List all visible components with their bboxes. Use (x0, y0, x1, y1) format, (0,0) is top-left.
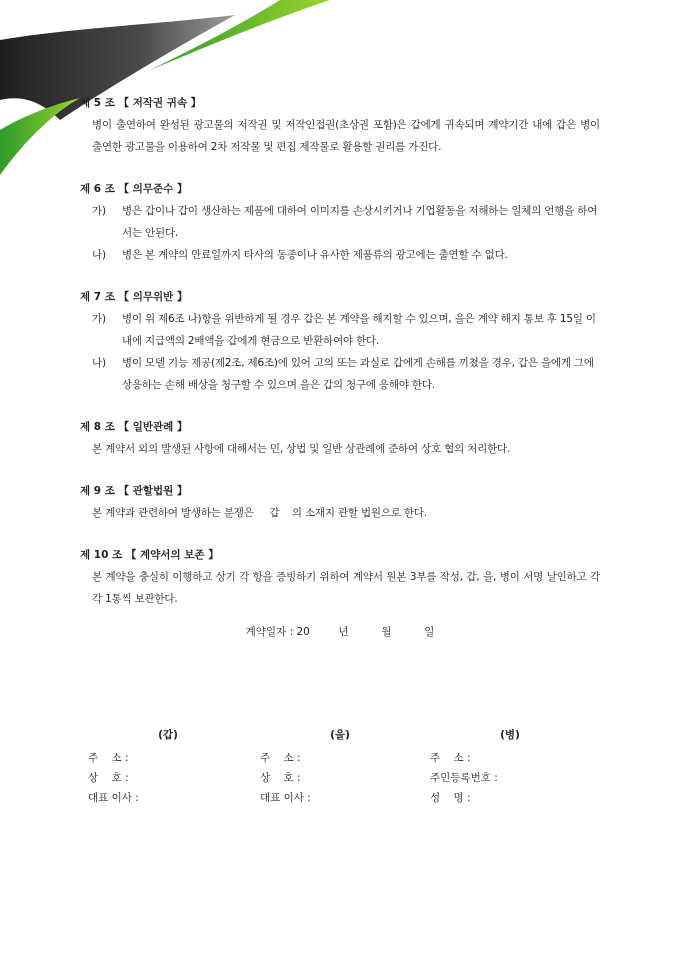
article-heading: 제 6 조 【 의무준수 】 (80, 183, 188, 195)
party-label: (갑) (158, 729, 178, 741)
company-field: 상 호 : (88, 772, 129, 784)
ceo-field: 대표 이사 : (260, 792, 311, 804)
company-field: 상 호 : (260, 772, 301, 784)
name-field: 성 명 : (430, 792, 471, 804)
article-item (92, 200, 600, 244)
article-9 (80, 484, 600, 524)
signature-party-eul (260, 728, 430, 808)
party-label: (병) (500, 729, 520, 741)
signature-party-byeong (430, 728, 600, 808)
article-item (92, 352, 600, 396)
contract-body (80, 96, 600, 634)
article-heading: 제 7 조 【 의무위반 】 (80, 291, 188, 303)
article-heading: 제 9 조 【 관할법원 】 (80, 485, 188, 497)
article-item (92, 308, 600, 352)
contract-date-year: 년 (338, 626, 349, 638)
item-label: 가) (92, 313, 106, 325)
article-5 (80, 96, 600, 158)
article-paragraph: 본 계약서 외의 발생된 사항에 대해서는 민, 상법 및 일반 상관례에 준하여 상호 협의 처리한다. (92, 443, 511, 455)
signature-party-gap (88, 728, 258, 808)
item-label: 나) (92, 357, 106, 369)
article-paragraph: 본 계약과 관련하여 발생하는 분쟁은 갑 의 소재지 관할 법원으로 한다. (92, 507, 427, 519)
article-paragraph: 본 계약을 충실히 이행하고 상기 각 항을 증빙하기 위하여 계약서 원본 3부를 작성, 갑, 을, 병이 서명 날인하고 각각 1통씩 보관한다. (92, 571, 600, 605)
contract-date (0, 624, 680, 639)
item-text: 병은 본 계약의 만료일까지 타사의 동종이나 유사한 제품류의 광고에는 출연할 수 없다. (122, 249, 508, 261)
article-heading: 제 8 조 【 일반관례 】 (80, 421, 188, 433)
address-field: 주 소 : (430, 752, 471, 764)
item-label: 가) (92, 205, 106, 217)
item-label: 나) (92, 249, 106, 261)
item-text: 병이 위 제6조 나)항을 위반하게 될 경우 갑은 본 계약을 해지할 수 있으며, 을은 계약 해지 통보 후 15일 이내에 지급액의 2배액을 갑에게 현금으로 반환하여야 한다. (122, 313, 596, 347)
article-heading: 제 5 조 【 저작권 귀속 】 (80, 97, 202, 109)
resident-number-field: 주민등록번호 : (430, 772, 498, 784)
contract-date-label: 계약일자 : 20 (245, 626, 310, 638)
article-8 (80, 420, 600, 460)
article-6 (80, 182, 600, 266)
party-label: (을) (330, 729, 350, 741)
article-7 (80, 290, 600, 396)
address-field: 주 소 : (260, 752, 301, 764)
article-item (92, 244, 600, 266)
article-heading: 제 10 조 【 계약서의 보존 】 (80, 549, 219, 561)
address-field: 주 소 : (88, 752, 129, 764)
contract-date-day: 일 (424, 626, 435, 638)
item-text: 병이 모델 기능 제공(제2조, 제6조)에 있어 고의 또는 과실로 갑에게 손해를 끼쳤을 경우, 갑은 을에게 그에 상응하는 손해 배상을 청구할 수 있으며 을은 갑의 청구에 응해야 한다. (122, 357, 594, 391)
item-text: 병은 갑이나 갑이 생산하는 제품에 대하여 이미지를 손상시키거나 기업활동을 저해하는 일체의 언행을 하여서는 안된다. (122, 205, 598, 239)
article-paragraph: 병이 출연하여 완성된 광고물의 저작권 및 저작인접권(초상권 포함)은 갑에게 귀속되며 계약기간 내에 갑은 병이 출연한 광고물을 이용하여 2차 저작물 및 편집 제작물로 활용할 권리를 가진다. (92, 119, 600, 153)
ceo-field: 대표 이사 : (88, 792, 139, 804)
contract-date-month: 월 (381, 626, 392, 638)
article-10 (80, 548, 600, 610)
